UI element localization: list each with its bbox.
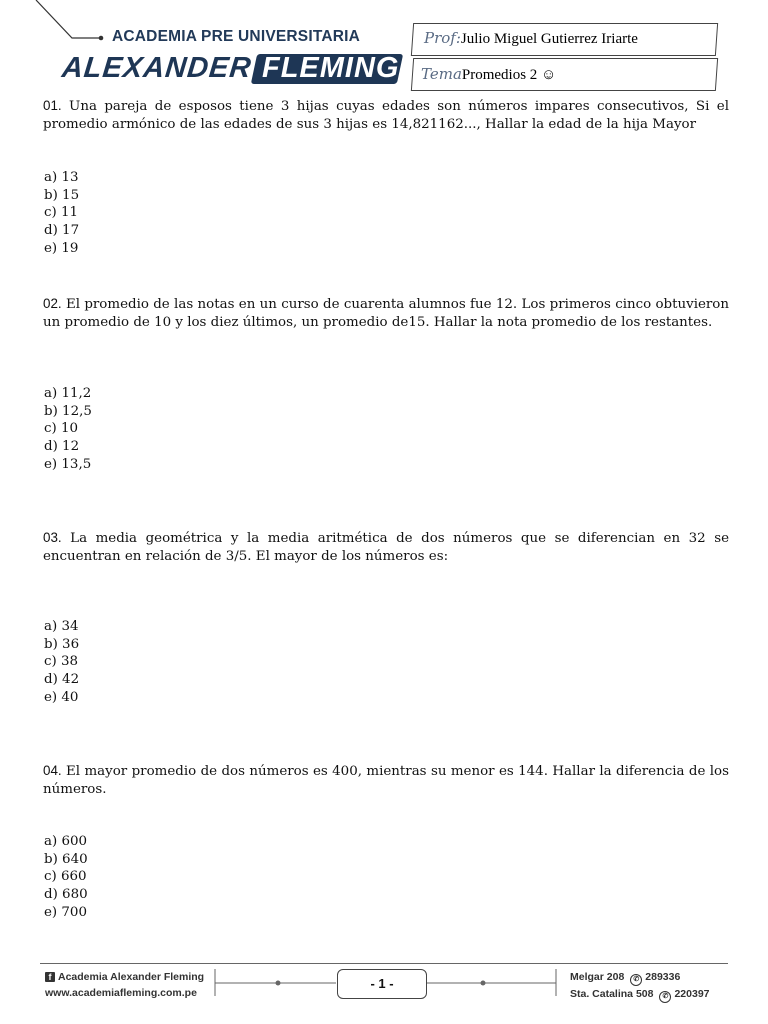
option-e: e) 40 [44,689,79,705]
professor-label: Prof: [424,29,461,47]
question-04 [43,762,729,799]
option-a: a) 600 [44,834,88,849]
question-text: El mayor promedio de dos números es 400, mientras su menor es 144. Hallar la diferencia de los números. [43,764,729,797]
footer-contact-right [570,969,710,1003]
academy-subtitle: ACADEMIA PRE UNIVERSITARIA [112,28,361,45]
option-b: b) 12,5 [44,403,92,419]
option-a: a) 13 [44,170,79,185]
whatsapp-icon: ✆ [630,974,642,986]
topic-field [421,64,556,84]
question-02 [43,295,729,332]
facebook-icon: f [45,972,55,982]
option-e: e) 700 [44,904,87,920]
option-d: d) 680 [44,887,88,903]
question-04-options [44,833,88,922]
question-number: 02. [43,296,62,311]
question-01-options [44,169,79,258]
logo-fleming: FLEMING [262,52,400,84]
phone-2: 220397 [674,988,710,1000]
question-number: 03. [43,530,62,545]
option-b: b) 15 [44,187,80,203]
logo-alexander: ALEXANDER [60,52,254,84]
question-text: Una pareja de esposos tiene 3 hijas cuyas edades son números impares consecutivos, Si el promedio armónico de las edades de sus 3 hijas es 14,821162..., Hallar la edad de la hija Mayor [43,99,729,132]
phone-1: 289336 [645,971,681,983]
option-e: e) 13,5 [44,456,92,472]
address-2: Sta. Catalina 508 [570,988,654,1000]
option-c: c) 660 [44,869,87,885]
topic-value: Promedios 2 ☺ [461,67,557,83]
option-b: b) 640 [44,851,88,867]
question-01 [43,97,729,134]
question-03 [43,529,729,566]
option-c: c) 11 [44,205,79,221]
question-number: 01. [43,98,62,113]
option-a: a) 11,2 [44,386,92,401]
address-1: Melgar 208 [570,971,625,983]
footer-divider [40,963,728,964]
whatsapp-icon: ✆ [659,991,671,1003]
option-c: c) 10 [44,421,79,437]
option-d: d) 42 [44,672,80,688]
website-link[interactable]: www.academiafleming.com.pe [45,987,197,999]
option-d: d) 12 [44,439,80,455]
question-02-options [44,385,92,474]
footer-contact-left [45,969,204,1001]
question-text: La media geométrica y la media aritmética de dos números que se diferencian en 32 se encuentran en relación de 3/5. El mayor de los números es: [43,531,729,564]
option-c: c) 38 [44,654,79,670]
question-number: 04. [43,763,62,778]
facebook-link[interactable]: Academia Alexander Fleming [58,971,205,983]
option-b: b) 36 [44,636,80,652]
question-03-options [44,618,79,707]
professor-field [424,28,638,48]
topic-label: Tema [421,65,462,83]
option-a: a) 34 [44,619,79,634]
professor-name: Julio Miguel Gutierrez Iriarte [460,31,638,47]
page-number: - 1 - [337,969,427,999]
option-e: e) 19 [44,240,79,256]
option-d: d) 17 [44,223,80,239]
question-text: El promedio de las notas en un curso de cuarenta alumnos fue 12. Los primeros cinco obtuvieron un promedio de 10 y los diez últimos, un promedio de15. Hallar la nota promedio de los restantes. [43,297,729,330]
